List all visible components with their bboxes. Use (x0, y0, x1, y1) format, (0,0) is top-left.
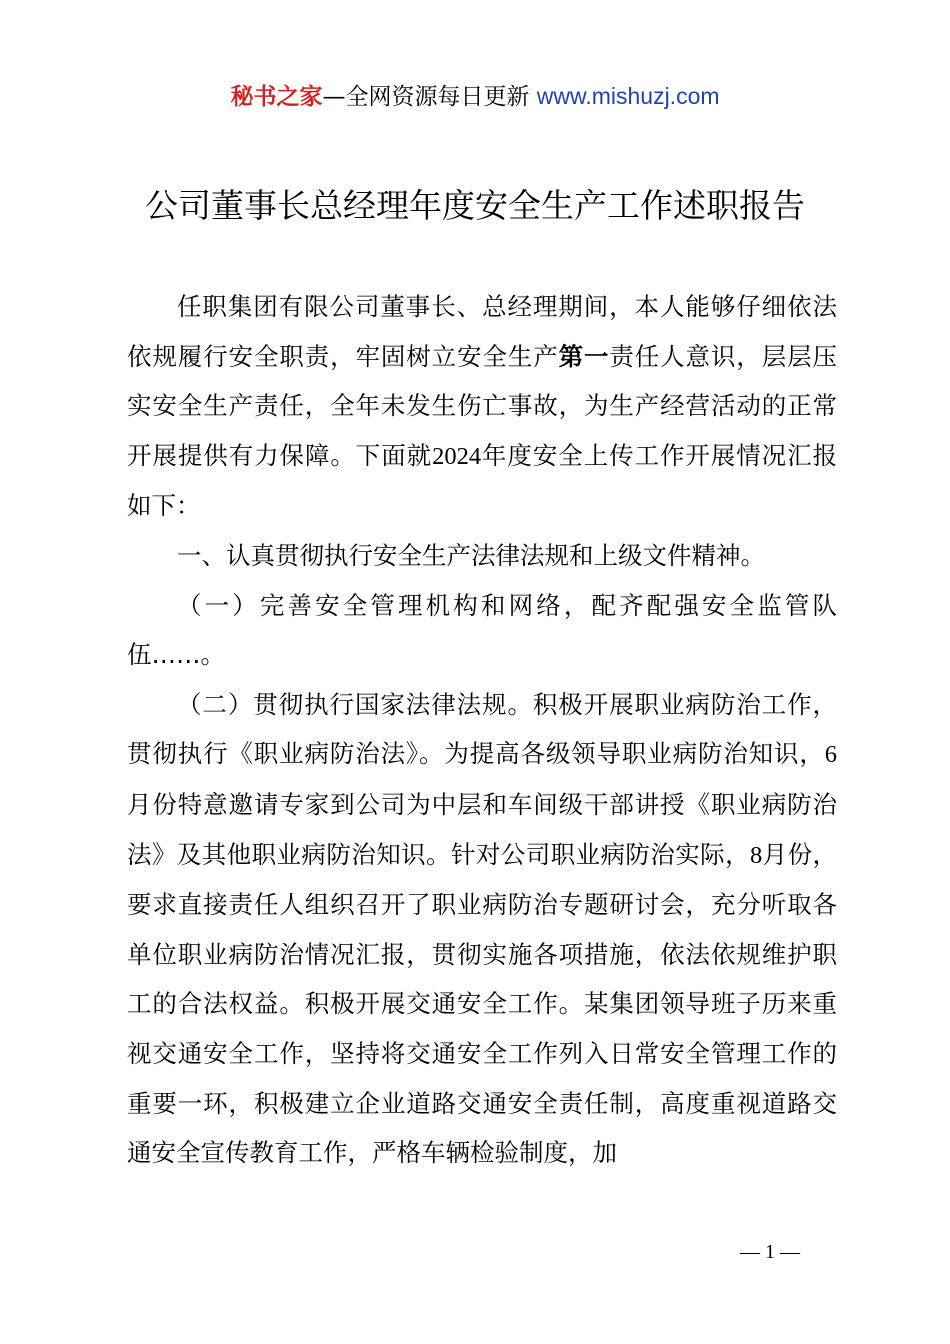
item2-text-3: 月份，要求直接责任人组织召开了职业病防治专题研讨会，充分听取各单位职业病防治情况汇报，贯彻实施各项措施，依法依规维护职工的合法权益。积极开展交通安全工作。某集团领导班子历来重视交通安全工作，坚持将交通安全工作列入日常安全管理工作的重要一环，积极建立企业道路交通安全责任制，高度重视道路交通安全宣传教育工作，严格车辆检验制度，加 (127, 839, 838, 1168)
document-body (127, 282, 837, 1178)
page-number: — 1 — (740, 1241, 800, 1263)
intro-paragraph (127, 282, 837, 531)
header-dash: — (322, 84, 346, 110)
item2-month-2: 8 (750, 841, 763, 869)
intro-year: 2024 (432, 442, 482, 470)
item2-text-2: 月份特意邀请专家到公司为中层和车间级干部讲授《职业病防治法》及其他职业病防治知识。针对公司职业病防治实际， (127, 789, 837, 869)
site-header (0, 80, 950, 113)
item2-month-1: 6 (824, 741, 837, 769)
item-paragraph-2 (127, 680, 837, 1178)
header-slogan: 全网资源每日更新 (345, 84, 537, 110)
intro-text-3: 年度安全上传工作开展情况汇报如下： (127, 440, 837, 521)
item-paragraph-1: （一）完善安全管理机构和网络，配齐配强安全监管队伍……。 (127, 590, 837, 670)
item2-text-1: （二）贯彻执行国家法律法规。积极开展职业病防治工作，贯彻执行《职业病防治法》。为提高各级领导职业病防治知识， (127, 689, 837, 769)
intro-text-1: 任职集团有限公司董事长、总经理期间，本人能够仔细依法依规履行安全职责，牢固树立安全生产 (127, 292, 837, 371)
intro-text-2: 责任人意识，层层压实安全生产责任，全年未发生伤亡事故，为生产经营活动的正常开展提供有力保障。下面就 (127, 341, 838, 470)
intro-bold-text: 第一 (558, 341, 610, 371)
section-heading-1: 一、认真贯彻执行安全生产法律法规和上级文件精神。 (177, 540, 765, 570)
site-brand: 秘书之家 (230, 84, 323, 110)
document-title: 公司董事长总经理年度安全生产工作述职报告 (145, 186, 805, 225)
site-url-link[interactable]: www.mishuzj.com (536, 83, 720, 109)
